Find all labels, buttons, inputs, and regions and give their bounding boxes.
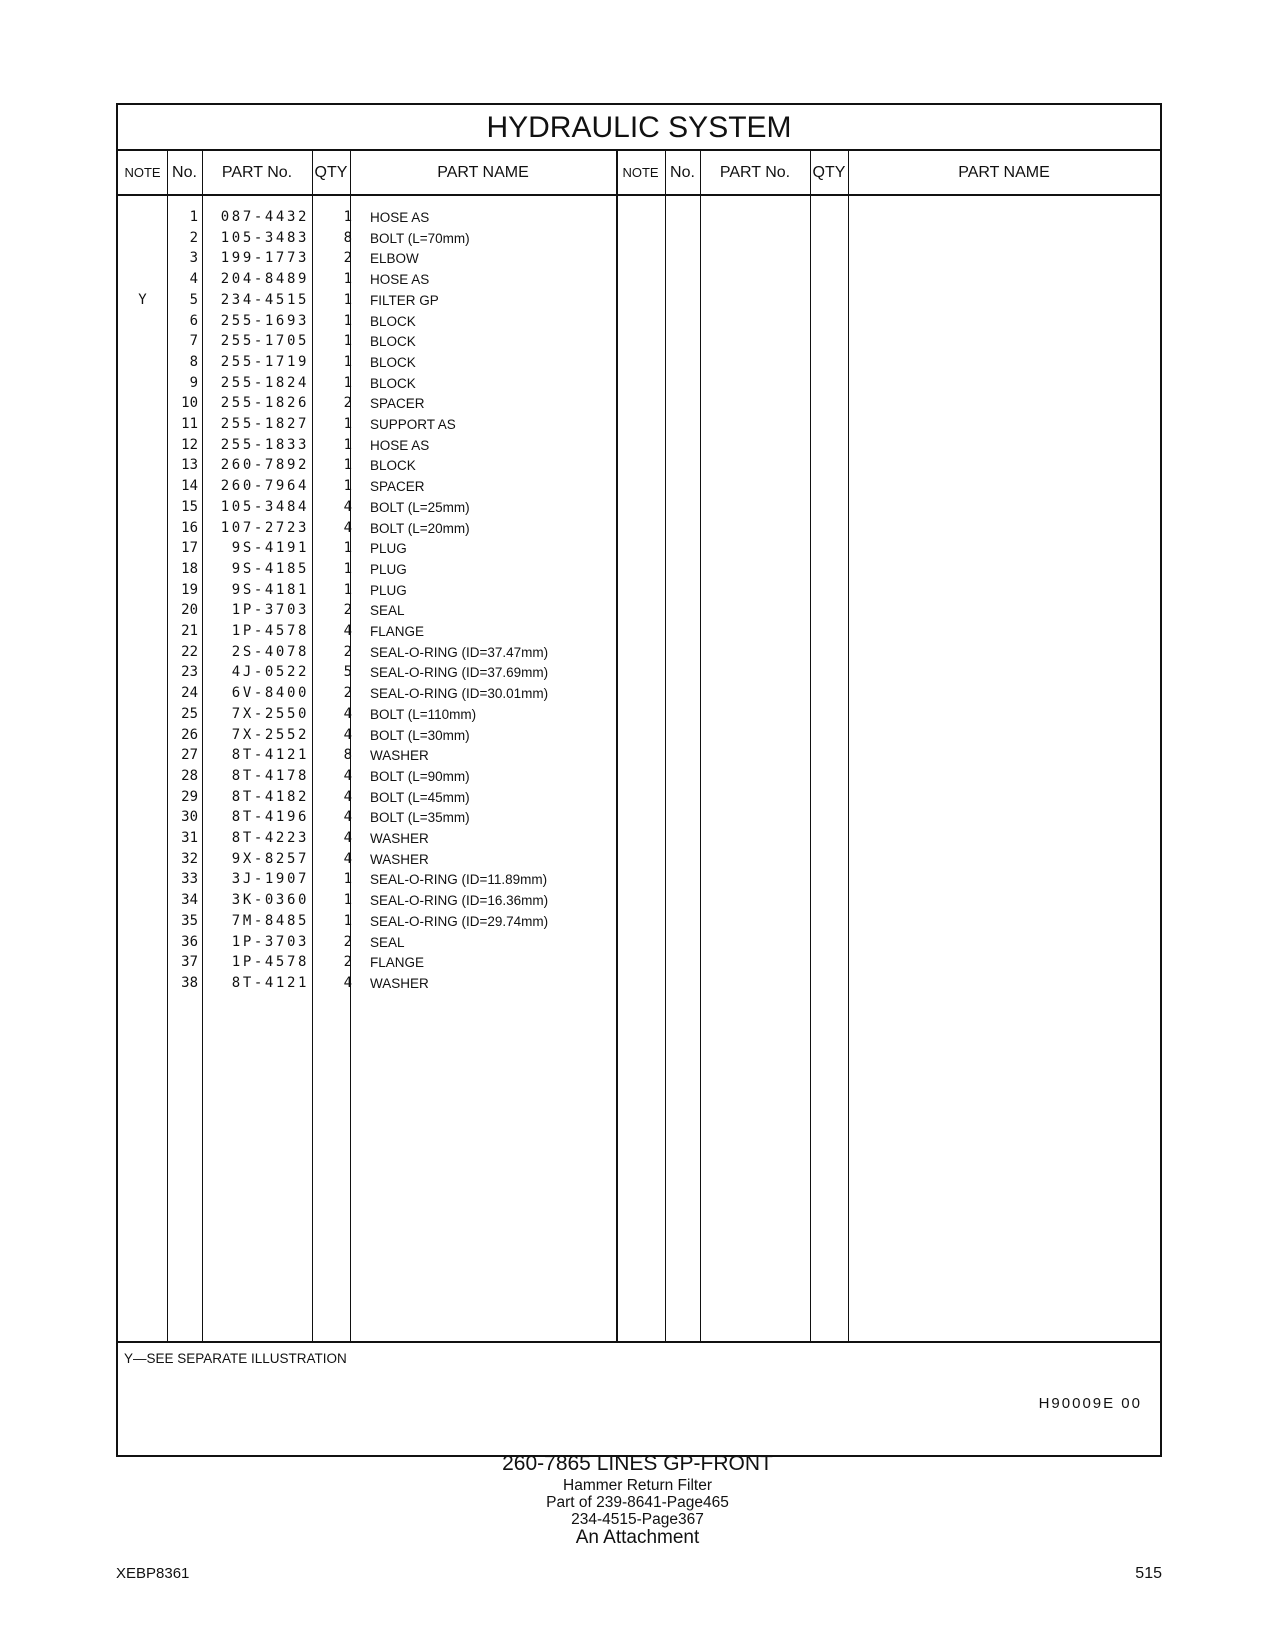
row-quantity: 1 [343,478,352,495]
row-part-number: 3J-1907 [231,871,309,888]
table-row [118,518,1160,540]
table-row [118,331,1160,353]
row-part-name: SEAL-O-RING (ID=11.89mm) [370,872,548,888]
row-part-name: SEAL-O-RING (ID=16.36mm) [370,893,549,909]
row-quantity: 1 [343,457,352,474]
row-number: 7 [189,333,198,350]
row-part-number: 9S-4185 [231,560,309,577]
row-quantity: 1 [343,892,352,909]
row-quantity: 1 [343,291,352,308]
row-quantity: 4 [343,850,352,867]
table-row [118,890,1160,912]
row-part-number: 087-4432 [220,209,309,225]
table-row [118,911,1160,933]
row-part-name: SEAL [370,934,405,950]
table-row [118,311,1160,333]
row-part-name: PLUG [370,582,407,598]
row-number: 16 [181,519,198,536]
row-number: 8 [189,353,198,370]
row-part-name: SEAL-O-RING (ID=37.69mm) [370,665,549,681]
row-part-name: BOLT (L=35mm) [370,810,470,826]
row-part-name: FLANGE [370,955,425,971]
row-number: 5 [189,291,198,308]
row-number: 35 [181,912,198,929]
row-part-name: BOLT (L=45mm) [370,789,470,805]
header-part-name-right: PART NAME [958,164,1050,181]
row-part-number: 255-1719 [220,353,309,370]
row-quantity: 2 [343,954,352,971]
row-part-name: SEAL-O-RING (ID=30.01mm) [370,686,549,702]
row-part-number: 9S-4191 [231,540,309,557]
row-number: 20 [181,602,198,619]
table-row [118,476,1160,498]
row-quantity: 2 [343,643,352,660]
row-part-name: BLOCK [370,334,416,350]
row-part-name: HOSE AS [370,210,430,225]
row-part-number: 2S-4078 [231,643,309,660]
row-part-name: ELBOW [370,251,419,267]
row-quantity: 4 [343,623,352,639]
caption-reference: 234-4515-Page367 [571,1511,704,1528]
row-number: 30 [181,809,198,826]
row-part-number: 199-1773 [220,250,309,267]
footnote: Y—SEE SEPARATE ILLUSTRATION [124,1351,347,1366]
table-body [118,196,1160,1341]
table-row [118,373,1160,395]
caption-note: An Attachment [575,1527,700,1548]
row-part-name: SEAL-O-RING (ID=37.47mm) [370,644,549,660]
table-row [118,787,1160,809]
header-no-right: No. [670,164,695,181]
row-part-number: 7X-2552 [231,726,309,743]
table-row [118,973,1160,995]
page-number: 515 [1135,1565,1162,1582]
row-part-number: 1P-3703 [231,933,309,950]
table-header [118,151,1160,196]
header-qty-left: QTY [314,164,348,181]
header-note-left: NOTE [124,165,161,180]
row-number: 19 [181,581,198,598]
caption-subtitle: Hammer Return Filter [563,1477,712,1494]
row-part-name: BOLT (L=20mm) [370,520,470,536]
row-quantity: 1 [343,333,352,350]
row-part-number: 255-1693 [220,312,309,329]
table-row [118,248,1160,270]
row-quantity: 1 [343,912,352,929]
document-code: XEBP8361 [116,1565,190,1582]
row-quantity: 4 [343,726,352,743]
row-part-number: 7X-2550 [231,705,309,722]
row-number: 17 [181,540,198,557]
row-number: 23 [181,664,198,681]
caption-reference: Part of 239-8641-Page465 [546,1494,729,1511]
row-number: 38 [181,974,198,991]
row-part-number: 107-2723 [220,519,309,536]
header-part-name-left: PART NAME [437,164,529,181]
row-number: 31 [181,830,198,846]
row-quantity: 4 [343,498,352,515]
row-quantity: 2 [343,685,352,702]
table-row [118,725,1160,747]
table-code: H90009E 00 [1038,1395,1142,1412]
table-row [118,662,1160,684]
table-row [118,621,1160,643]
row-part-name: WASHER [370,748,429,764]
row-part-number: 4J-0522 [231,664,309,681]
row-part-number: 9X-8257 [231,850,309,867]
row-number: 18 [181,560,198,577]
row-quantity: 4 [343,830,352,846]
row-quantity: 4 [343,788,352,805]
table-row [118,228,1160,250]
row-part-name: BOLT (L=30mm) [370,727,470,743]
table-row [118,393,1160,415]
row-quantity: 2 [343,602,352,619]
table-row [118,642,1160,664]
row-quantity: 1 [343,436,352,453]
row-part-number: 8T-4121 [231,974,309,991]
row-quantity: 1 [343,416,352,432]
row-part-number: 255-1705 [220,333,309,350]
table-row [118,538,1160,560]
row-part-number: 255-1826 [220,395,309,412]
table-row [118,828,1160,850]
row-quantity: 1 [343,871,352,888]
row-number: 25 [181,705,198,722]
row-number: 14 [181,478,198,495]
row-quantity: 5 [343,664,352,681]
row-part-number: 3K-0360 [231,892,309,909]
row-number: 12 [181,436,198,453]
row-quantity: 1 [343,581,352,598]
row-part-name: BOLT (L=25mm) [370,499,470,515]
row-number: 24 [181,685,198,702]
row-part-number: 260-7964 [220,478,309,495]
row-part-name: PLUG [370,561,407,577]
table-row [118,932,1160,954]
row-number: 22 [181,643,198,660]
row-part-name: BLOCK [370,313,416,329]
table-row [118,704,1160,726]
row-number: 10 [181,395,198,412]
row-part-number: 105-3483 [220,229,309,246]
table-row [118,952,1160,974]
row-quantity: 4 [343,974,352,991]
row-quantity: 8 [343,229,352,246]
row-quantity: 1 [343,209,352,225]
row-part-name: SPACER [370,479,425,495]
table-row [118,435,1160,457]
row-part-number: 8T-4182 [231,788,309,805]
row-part-name: SPACER [370,396,425,412]
row-number: 4 [189,271,198,288]
header-no-left: No. [172,164,197,181]
table-row [118,849,1160,871]
row-number: 9 [189,374,198,391]
row-number: 37 [181,954,198,971]
row-quantity: 1 [343,312,352,329]
row-part-number: 9S-4181 [231,581,309,598]
row-quantity: 4 [343,809,352,826]
row-quantity: 1 [343,540,352,557]
table-row [118,766,1160,788]
row-part-number: 255-1833 [220,436,309,453]
row-number: 11 [181,416,198,432]
row-part-name: WASHER [370,975,429,991]
table-row [118,869,1160,891]
row-part-name: HOSE AS [370,437,430,453]
row-part-name: WASHER [370,851,429,867]
table-row [118,497,1160,519]
row-part-number: 1P-4578 [231,954,309,971]
row-number: 34 [181,892,198,909]
row-part-name: BLOCK [370,354,416,370]
table-title: HYDRAULIC SYSTEM [118,105,1160,151]
row-part-number: 7M-8485 [231,912,309,929]
header-note-right: NOTE [622,165,659,180]
caption-title: 260-7865 LINES GP-FRONT [502,1452,773,1475]
row-number: 6 [189,312,198,329]
table-row [118,414,1160,436]
row-number: 3 [189,250,198,267]
row-number: 36 [181,933,198,950]
table-row [118,745,1160,767]
row-part-number: 8T-4223 [231,830,309,846]
row-part-number: 1P-4578 [231,623,309,639]
row-quantity: 1 [343,560,352,577]
row-quantity: 4 [343,767,352,784]
row-part-number: 1P-3703 [231,602,309,619]
row-part-name: SEAL-O-RING (ID=29.74mm) [370,913,549,929]
row-quantity: 1 [343,271,352,288]
footer-divider [118,1341,1160,1343]
parts-table [116,103,1162,1457]
row-part-number: 6V-8400 [231,685,309,702]
row-part-number: 255-1824 [220,374,309,391]
row-part-number: 204-8489 [220,271,309,288]
row-part-name: BOLT (L=110mm) [370,706,477,722]
row-number: 2 [189,229,198,246]
row-number: 21 [181,623,198,639]
row-note: Y [138,291,147,308]
row-part-name: BLOCK [370,458,416,474]
table-row [118,600,1160,622]
row-part-number: 8T-4196 [231,809,309,826]
row-quantity: 4 [343,519,352,536]
row-part-name: WASHER [370,831,429,846]
row-number: 33 [181,871,198,888]
row-quantity: 8 [343,747,352,764]
row-part-name: FLANGE [370,624,425,639]
table-row [118,269,1160,291]
row-part-name: SUPPORT AS [370,417,456,432]
row-part-number: 255-1827 [220,416,309,432]
row-number: 26 [181,726,198,743]
row-part-number: 8T-4178 [231,767,309,784]
row-part-number: 105-3484 [220,498,309,515]
row-part-number: 234-4515 [220,291,309,308]
table-row [118,807,1160,829]
row-part-number: 8T-4121 [231,747,309,764]
row-part-name: SEAL [370,603,405,619]
row-number: 13 [181,457,198,474]
row-part-name: PLUG [370,541,407,557]
table-row [118,580,1160,602]
row-quantity: 1 [343,374,352,391]
row-quantity: 4 [343,705,352,722]
table-row [118,455,1160,477]
row-part-name: HOSE AS [370,272,430,288]
row-part-name: BOLT (L=70mm) [370,230,470,246]
table-row [118,559,1160,581]
row-number: 15 [181,498,198,515]
row-number: 28 [181,767,198,784]
table-row [118,683,1160,705]
row-quantity: 2 [343,250,352,267]
row-number: 1 [189,209,198,225]
row-quantity: 1 [343,353,352,370]
row-number: 29 [181,788,198,805]
table-row [118,207,1160,229]
row-part-name: FILTER GP [370,292,439,308]
row-quantity: 2 [343,395,352,412]
header-part-no-right: PART No. [719,164,791,181]
header-qty-right: QTY [812,164,846,181]
table-row [118,352,1160,374]
table-row [118,290,1160,312]
row-part-number: 260-7892 [220,457,309,474]
row-part-name: BOLT (L=90mm) [370,768,470,784]
header-part-no-left: PART No. [221,164,293,181]
row-part-name: BLOCK [370,375,416,391]
row-quantity: 2 [343,933,352,950]
row-number: 32 [181,850,198,867]
row-number: 27 [181,747,198,764]
